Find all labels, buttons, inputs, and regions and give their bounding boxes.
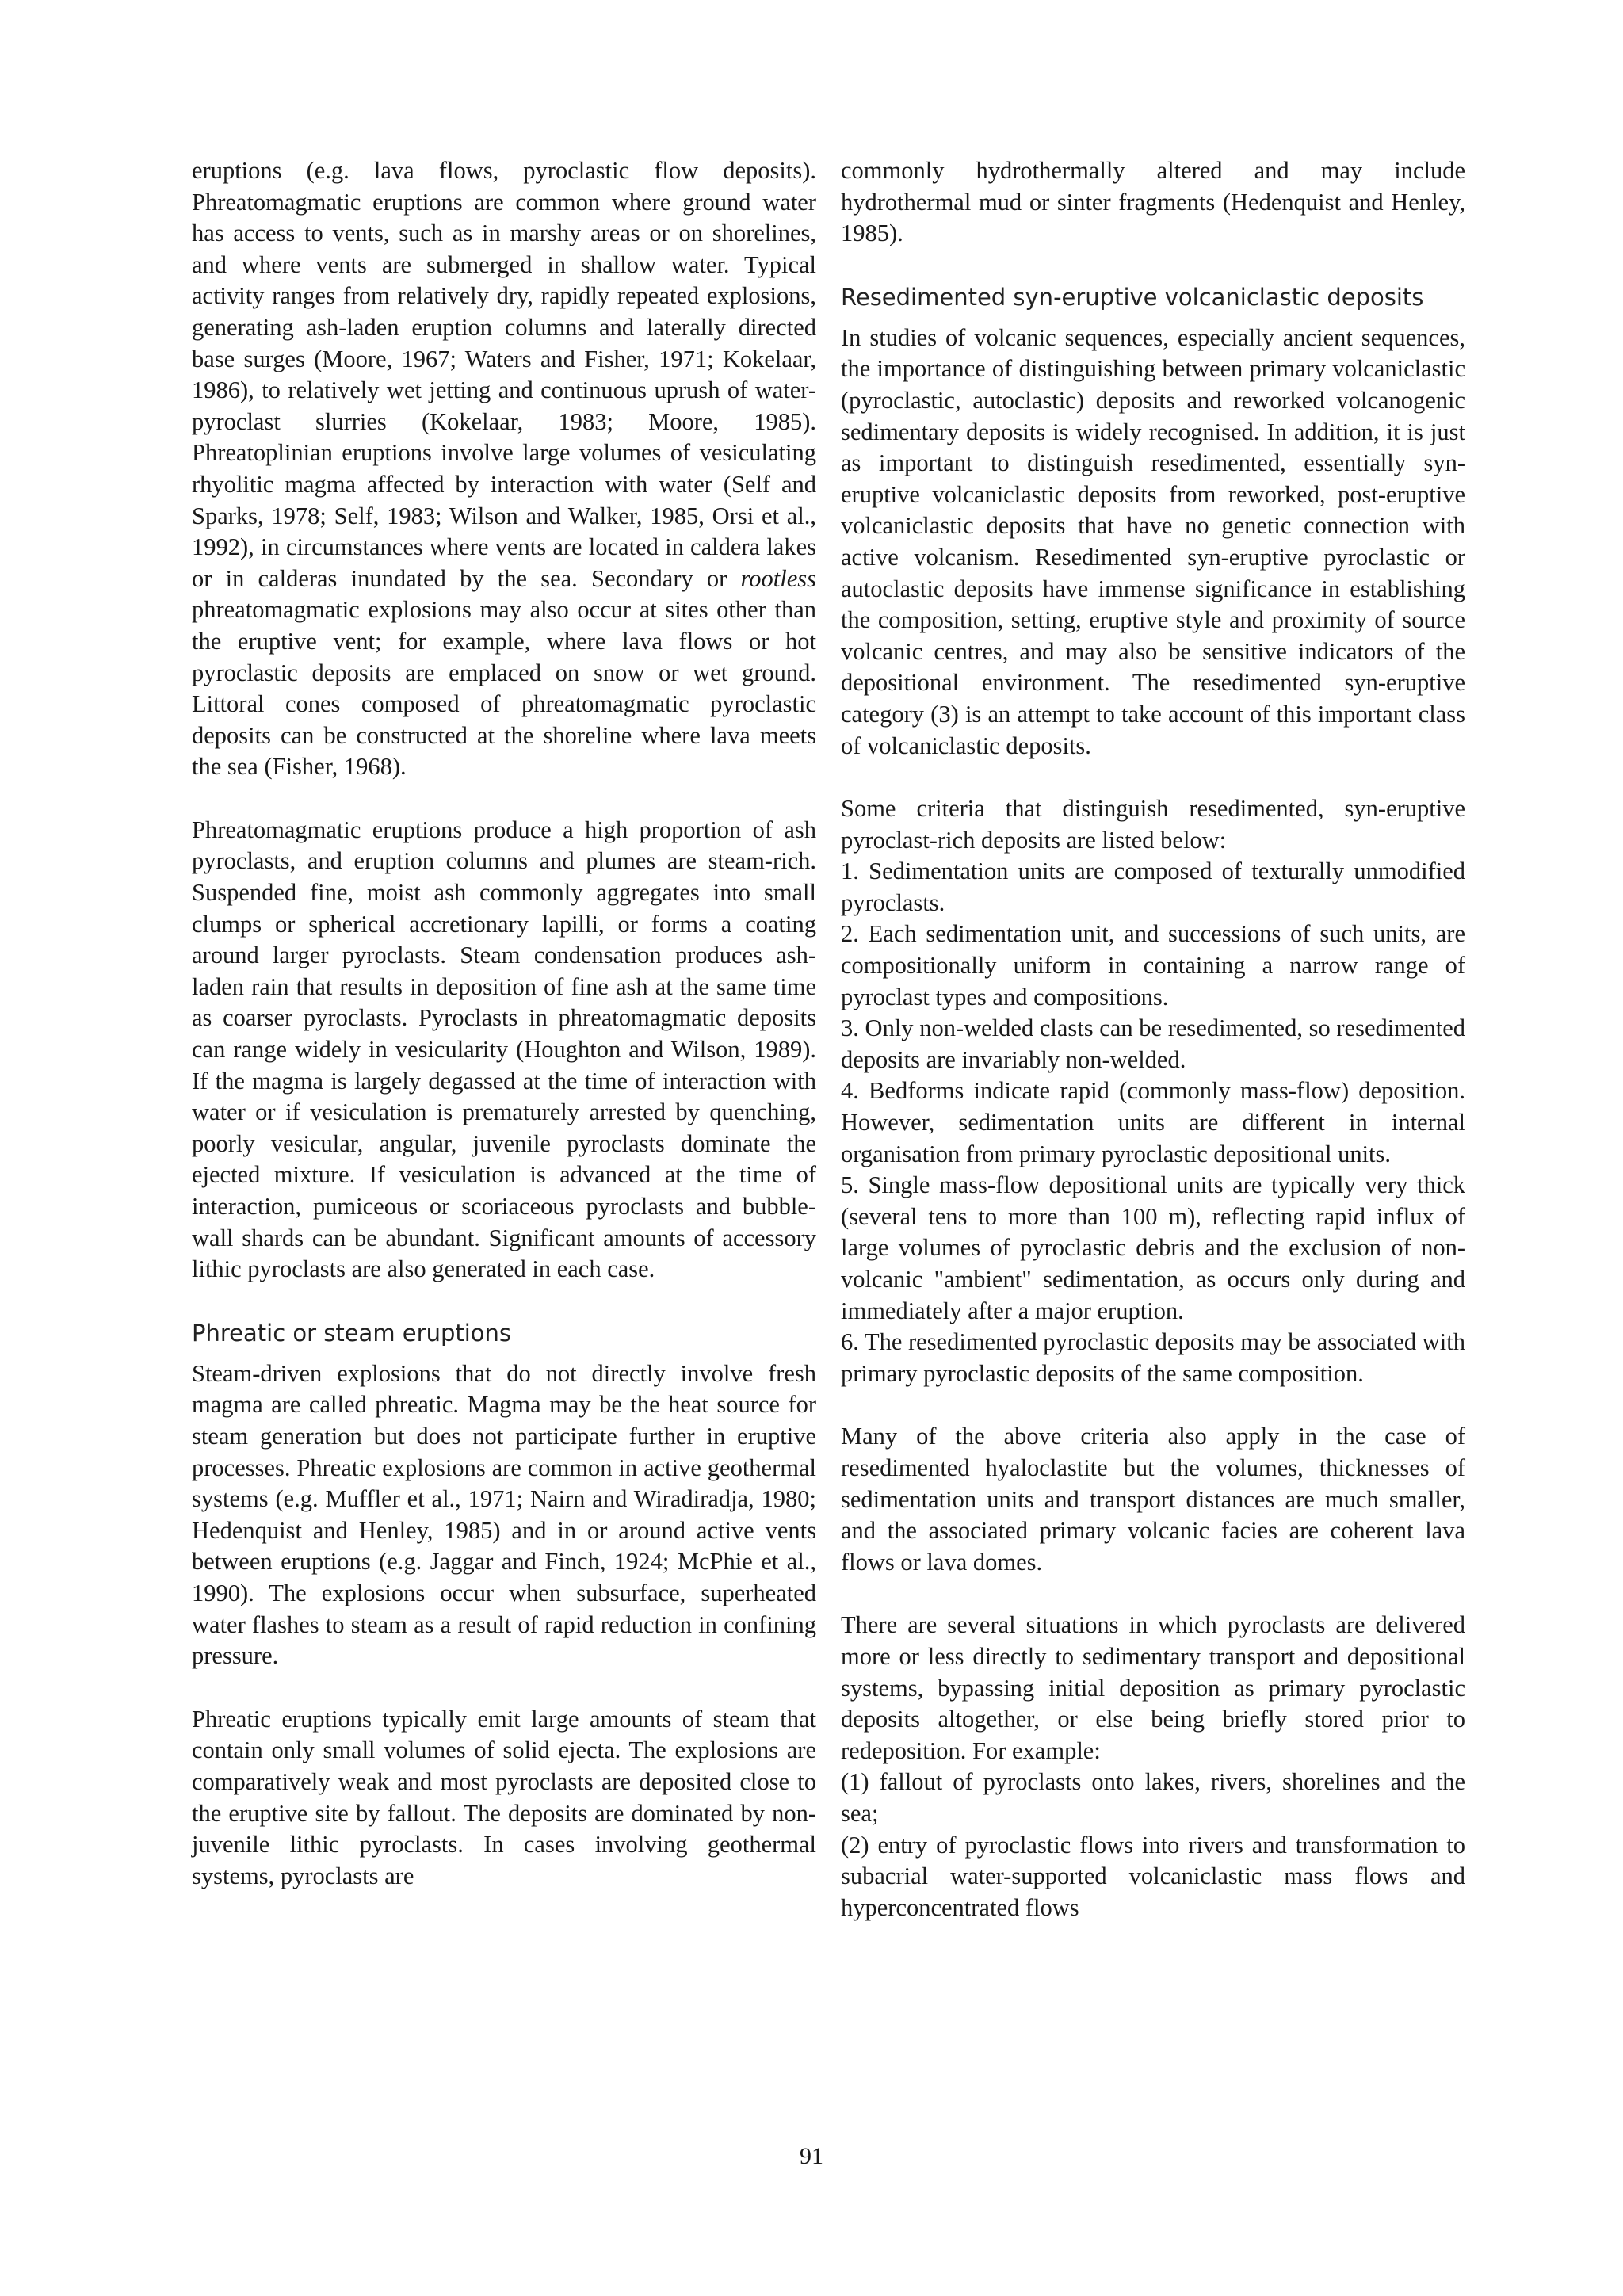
list-item: (1) fallout of pyroclasts onto lakes, rivers, shorelines and the sea; (841, 1768, 1465, 1827)
paragraph (192, 155, 816, 783)
list-item: 5. Single mass-flow depositional units are typically very thick (several tens to more than 100 m), reflecting rapid influx of large volumes of pyroclastic debris and the exclusion of non-volcanic "ambient" sedimentation, as occurs only during and immediately after a major eruption. (841, 1171, 1465, 1324)
list-item: 4. Bedforms indicate rapid (commonly mass-flow) deposition. However, sedimentation units are different in internal organisation from primary pyroclastic depositional units. (841, 1077, 1465, 1167)
criteria-list (841, 856, 1465, 1389)
paragraph: Some criteria that distinguish resedimented, syn-eruptive pyroclast-rich deposits are listed below: (841, 795, 1465, 854)
paragraph: Phreatomagmatic eruptions produce a high proportion of ash pyroclasts, and eruption columns and plumes are steam-rich. Suspended fine, moist ash commonly aggregates into small clumps or spherical accretionary lapilli, or forms a coating around larger pyroclasts. Steam condensation produces ash-laden rain that results in deposition of fine ash at the same time as coarser pyroclasts. Pyroclasts in phreatomagmatic deposits can range widely in vesicularity (Houghton and Wilson, 1989). If the magma is largely degassed at the time of interaction with water or if vesiculation is prematurely arrested by quenching, poorly vesicular, angular, juvenile pyroclasts dominate the ejected mixture. If vesiculation is advanced at the time of interaction, pumiceous or scoriaceous pyroclasts and bubble-wall shards can be abundant. Significant amounts of accessory lithic pyroclasts are also generated in each case. (192, 816, 816, 1283)
spacer (841, 250, 1465, 281)
list-item: 2. Each sedimentation unit, and successions of such units, are compositionally uniform in containing a narrow range of pyroclast types and compositions. (841, 920, 1465, 1010)
paragraph: commonly hydrothermally altered and may include hydrothermal mud or sinter fragments (Hedenquist and Henley, 1985). (841, 157, 1465, 247)
spacer (192, 1672, 816, 1704)
spacer (192, 1349, 816, 1358)
spacer (841, 1578, 1465, 1610)
right-column (841, 155, 1465, 1924)
list-item: 3. Only non-welded clasts can be resedimented, so resedimented deposits are invariably non-welded. (841, 1014, 1465, 1073)
paragraph: There are several situations in which pyroclasts are delivered more or less directly to sedimentary transport and depositional systems, bypassing initial deposition as primary pyroclastic deposits altogether, or else being briefly stored prior to redeposition. For example: (841, 1611, 1465, 1764)
paragraph-text: eruptions (e.g. lava flows, pyroclastic flow deposits). Phreatomagmatic eruptions are common where ground water has access to vents, such as in marshy areas or on shorelines, and where vents are submerged in shallow water. Typical activity ranges from relatively dry, rapidly repeated explosions, generating ash-laden eruption columns and laterally directed base surges (Moore, 1967; Waters and Fisher, 1971; Kokelaar, 1986), to relatively wet jetting and continuous uprush of water-pyroclast slurries (Kokelaar, 1983; Moore, 1985). Phreatoplinian eruptions involve large volumes of vesiculating rhyolitic magma affected by interaction with water (Self and Sparks, 1978; Self, 1983; Wilson and Walker, 1985, Orsi et al., 1992), in circumstances where vents are located in caldera lakes or in calderas inundated by the sea. Secondary or (192, 157, 816, 592)
paragraph: In studies of volcanic sequences, especially ancient sequences, the importance of distinguishing between primary volcaniclastic (pyroclastic, autoclastic) deposits and reworked volcanogenic sedimentary deposits is widely recognised. In addition, it is just as important to distinguish resedimented, essentially syn-eruptive volcaniclastic deposits from reworked, post-eruptive volcaniclastic deposits that have no genetic connection with active volcanism. Resedimented syn-eruptive pyroclastic or autoclastic deposits have immense significance in establishing the composition, setting, eruptive style and proximity of source volcanic centres, and may also be sensitive indicators of the depositional environment. The resedimented syn-eruptive category (3) is an attempt to take account of this important class of volcaniclastic deposits. (841, 323, 1465, 759)
list-item: 1. Sedimentation units are composed of texturally unmodified pyroclasts. (841, 858, 1465, 916)
left-column (192, 155, 816, 1892)
list-item: (2) entry of pyroclastic flows into rivers and transformation to subacrial water-supported volcaniclastic mass flows and hyperconcentrated flows (841, 1831, 1465, 1921)
list-item: 6. The resedimented pyroclastic deposits may be associated with primary pyroclastic deposits of the same composition. (841, 1328, 1465, 1387)
paragraph: Phreatic eruptions typically emit large amounts of steam that contain only small volumes of solid ejecta. The explosions are comparatively weak and most pyroclasts are deposited close to the eruptive site by fallout. The deposits are dominated by non-juvenile lithic pyroclasts. In cases involving geothermal systems, pyroclasts are (192, 1705, 816, 1889)
spacer (841, 1389, 1465, 1421)
spacer (841, 313, 1465, 323)
paragraph: Many of the above criteria also apply in the case of resedimented hyaloclastite but the volumes, thicknesses of sedimentation units and transport distances are much smaller, and the associated primary volcanic facies are coherent lava flows or lava domes. (841, 1423, 1465, 1576)
paragraph-text: phreatomagmatic explosions may also occur at sites other than the eruptive vent; for example, where lava flows or hot pyroclastic deposits are emplaced on snow or wet ground. Littoral cones composed of phreatomagmatic pyroclastic deposits can be constructed at the shoreline where lava meets the sea (Fisher, 1968). (192, 596, 816, 781)
page-number: 91 (800, 2143, 823, 2169)
paragraph: Steam-driven explosions that do not directly involve fresh magma are called phreatic. Magma may be the heat source for steam generation but does not participate further in eruptive processes. Phreatic explosions are common in active geothermal systems (e.g. Muffler et al., 1971; Nairn and Wiradiradja, 1980; Hedenquist and Henley, 1985) and in or around active vents between eruptions (e.g. Jaggar and Finch, 1924; McPhie et al., 1990). The explosions occur when subsurface, superheated water flashes to steam as a result of rapid reduction in confining pressure. (192, 1359, 816, 1670)
italic-term: rootless (740, 564, 816, 592)
situations-list (841, 1767, 1465, 1924)
spacer (192, 1286, 816, 1317)
section-heading: Resedimented syn-eruptive volcaniclastic deposits (841, 283, 1424, 311)
spacer (192, 783, 816, 815)
spacer (841, 762, 1465, 793)
section-heading: Phreatic or steam eruptions (192, 1319, 512, 1347)
